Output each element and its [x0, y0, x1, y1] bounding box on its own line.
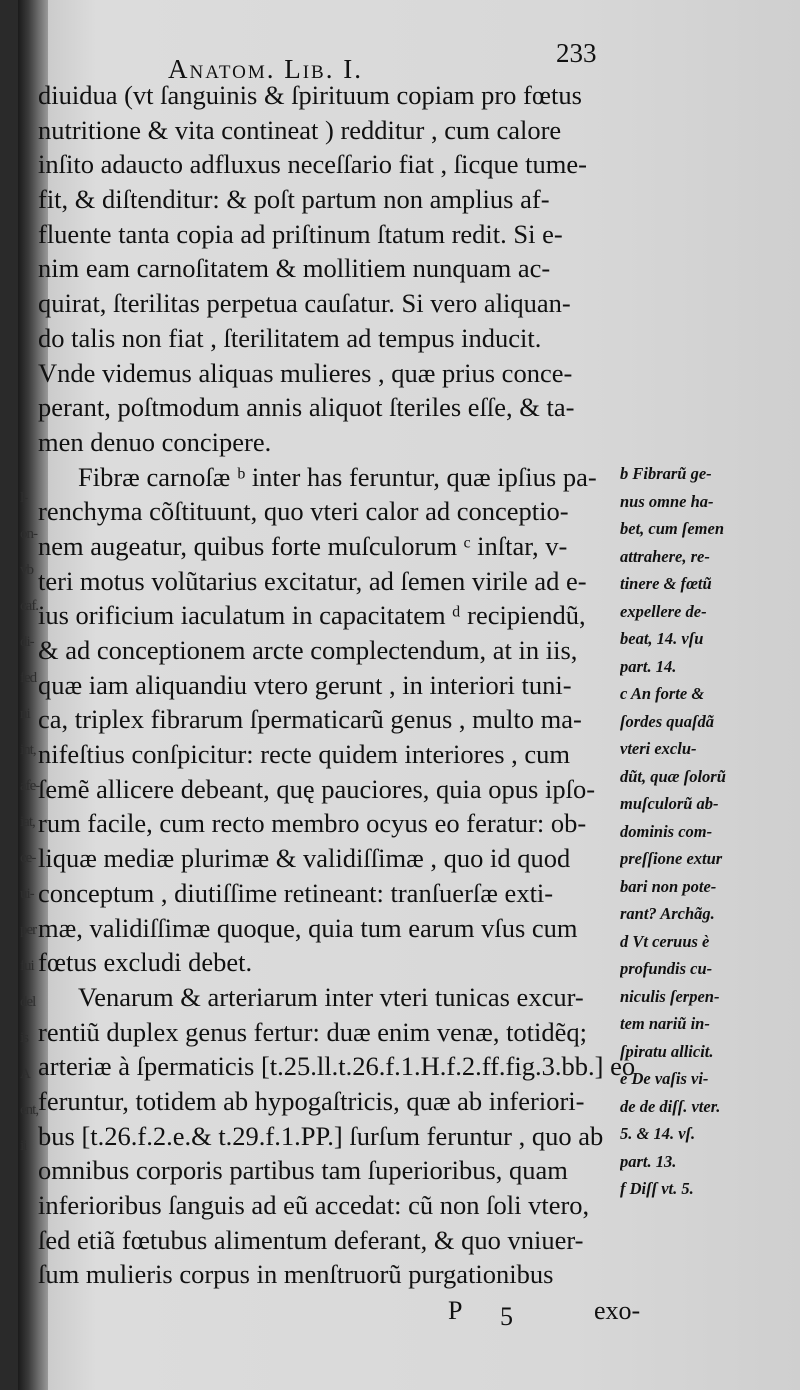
note-line: tem nariũ in-: [620, 1014, 710, 1033]
page-number: 233: [556, 38, 597, 68]
text-line: men denuo concipere.: [38, 426, 272, 457]
note-line: rant? Archãg.: [620, 904, 715, 923]
bleed-fragment: is: [20, 1030, 29, 1046]
text-line: rum facile, cum recto membro ocyus eo feratur: ob-: [38, 808, 587, 839]
facing-page-bleed: [20, 480, 40, 1164]
note-line: beat, 14. vſu: [620, 629, 704, 648]
text-line: feruntur, totidem ab hypogaſtricis, quæ ab inferiori-: [38, 1085, 585, 1116]
note-line: tinere & fœtũ: [620, 574, 712, 593]
text-line: inſito adaucto adfluxus neceſſario fiat , ſicque tume-: [38, 149, 587, 180]
bleed-fragment: iat,: [20, 814, 35, 830]
bleed-fragment: fui: [20, 958, 34, 974]
note-line: preſſione extur: [620, 849, 723, 868]
note-line: expellere de-: [620, 601, 707, 621]
page-footer: [448, 1296, 688, 1336]
text-line: bus [t.26.f.2.e.& t.29.f.1.PP.] ſurſum feruntur , quo ab: [38, 1120, 604, 1151]
bleed-fragment: ui-: [20, 886, 34, 902]
signature-number: 5: [500, 1302, 513, 1331]
text-line: ſemẽ allicere debeant, quę pauciores, quia opus ipſo-: [38, 773, 596, 804]
text-line: perant, poſtmodum annis aliquot ſteriles eſſe, & ta-: [38, 392, 575, 423]
bleed-fragment: di-: [20, 634, 34, 650]
text-line: teri motus volũtarius excitatur, ad ſemen virile ad e-: [38, 565, 587, 596]
text-line: fœtus excludi debet.: [38, 947, 253, 978]
note-line: e De vaſis vi-: [620, 1069, 709, 1088]
note-line: c An forte &: [620, 684, 705, 703]
bleed-fragment: del: [20, 994, 36, 1010]
text-line: inferioribus ſanguis ad eũ accedat: cũ non ſoli vtero,: [38, 1190, 590, 1220]
note-line: attrahere, re-: [620, 546, 710, 566]
note-line: dũt, quæ ſolorũ: [620, 766, 726, 786]
bleed-fragment: ent,: [20, 1102, 39, 1118]
note-line: ſordes quaſdã: [620, 711, 714, 731]
text-line: mæ, validiſſimæ quoque, quia tum earum vſus cum: [38, 912, 578, 943]
book-page: [18, 0, 800, 1390]
bleed-fragment: ce-: [20, 850, 36, 866]
note-line: nus omne ha-: [620, 491, 714, 511]
text-line: ca, triplex fibrarum ſpermaticarũ genus , multo ma-: [38, 704, 582, 735]
text-line: Vnde videmus aliquas mulieres , quæ prius conce-: [38, 357, 573, 388]
bleed-fragment: caf.: [20, 598, 39, 614]
note-line: niculis ſerpen-: [620, 986, 720, 1006]
bleed-fragment: ni: [20, 706, 30, 722]
bleed-fragment: on-: [20, 526, 37, 542]
main-text-block: [38, 78, 638, 1292]
text-line: conceptum , diutiſſime retineant: tranſuerſæ exti-: [38, 877, 554, 908]
text-line: nem augeatur, quibus forte muſculorum ᶜ inſtar, v-: [38, 530, 568, 561]
marginal-notes: [620, 460, 788, 1203]
text-line: ſum mulieris corpus in menſtruorũ purgationibus: [38, 1259, 554, 1290]
bleed-fragment: vb: [20, 562, 33, 578]
text-line: diuidua (vt ſanguinis & ſpirituum copiam pro fœtus: [38, 80, 582, 110]
text-line: arteriæ à ſpermaticis [t.25.ll.t.26.f.1.H.f.2.ff.fig.3.bb.] eo: [38, 1051, 636, 1082]
text-line: Venarum & arteriarum inter vteri tunicas excur-: [78, 981, 584, 1012]
note-line: muſculorũ ab-: [620, 794, 719, 813]
text-line: rentiũ duplex genus fertur: duæ enim venæ, totidẽq;: [38, 1016, 588, 1047]
bleed-fragment: ii: [20, 1138, 27, 1154]
text-line: renchyma cõſtituunt, quo vteri calor ad conceptio-: [38, 496, 569, 527]
note-line: ſpiratu allicit.: [620, 1041, 714, 1061]
note-line: part. 13.: [620, 1151, 677, 1171]
note-line: profundis cu-: [620, 959, 713, 978]
text-line: nutritione & vita contineat ) redditur , cum calore: [38, 114, 562, 145]
text-line: ius orificium iaculatum in capacitatem ᵈ recipiendũ,: [38, 600, 586, 631]
text-line: fluente tanta copia ad priſtinum ſtatum redit. Si e-: [38, 218, 563, 249]
bleed-fragment: A: [20, 1066, 30, 1082]
note-line: f Diſſ vt. 5.: [620, 1179, 694, 1198]
text-line: quirat, ſterilitas perpetua cauſatur. Si vero aliquan-: [38, 288, 571, 319]
text-line: omnibus corporis partibus tam ſuperioribus, quam: [38, 1155, 568, 1186]
text-line: quæ iam aliquandiu vtero gerunt , in interiori tuni-: [38, 669, 572, 700]
text-line: & ad conceptionem arcte complectendum, at in iis,: [38, 635, 578, 665]
note-line: de de diſſ. vter.: [620, 1096, 721, 1116]
note-line: bet, cum ſemen: [620, 519, 725, 538]
note-line: d Vt ceruus è: [620, 931, 710, 951]
note-line: vteri exclu-: [620, 739, 697, 758]
bleed-fragment: l-: [20, 490, 28, 506]
catchword: exo-: [594, 1296, 641, 1325]
bleed-fragment: afe-: [20, 778, 40, 794]
text-line: liquæ mediæ plurimæ & validiſſimæ , quo id quod: [38, 843, 571, 874]
note-line: bari non pote-: [620, 876, 717, 896]
bleed-fragment: fed: [20, 670, 37, 686]
note-line: 5. & 14. vſ.: [620, 1124, 696, 1143]
text-line: nifeſtius conſpicitur: recte quidem interiores , cum: [38, 739, 571, 770]
text-line: fit, & diſtenditur: & poſt partum non amplius af-: [38, 184, 550, 215]
note-line: part. 14.: [620, 656, 677, 676]
text-line: ſed etiã fœtubus alimentum deferant, & quo vniuer-: [38, 1224, 584, 1255]
bleed-fragment: int,: [20, 742, 36, 758]
text-line: nim eam carnoſitatem & mollitiem nunquam ac-: [38, 253, 551, 284]
note-line: dominis com-: [620, 821, 713, 841]
bleed-fragment: per: [20, 922, 37, 938]
text-line: Fibræ carnoſæ ᵇ inter has feruntur, quæ ipſius pa-: [78, 461, 597, 492]
note-line: b Fibrarũ ge-: [620, 464, 712, 483]
text-line: do talis non fiat , ſterilitatem ad tempus inducit.: [38, 322, 542, 353]
signature-mark: P: [448, 1296, 463, 1325]
running-head: Anatom. Lib. I.: [168, 54, 363, 84]
